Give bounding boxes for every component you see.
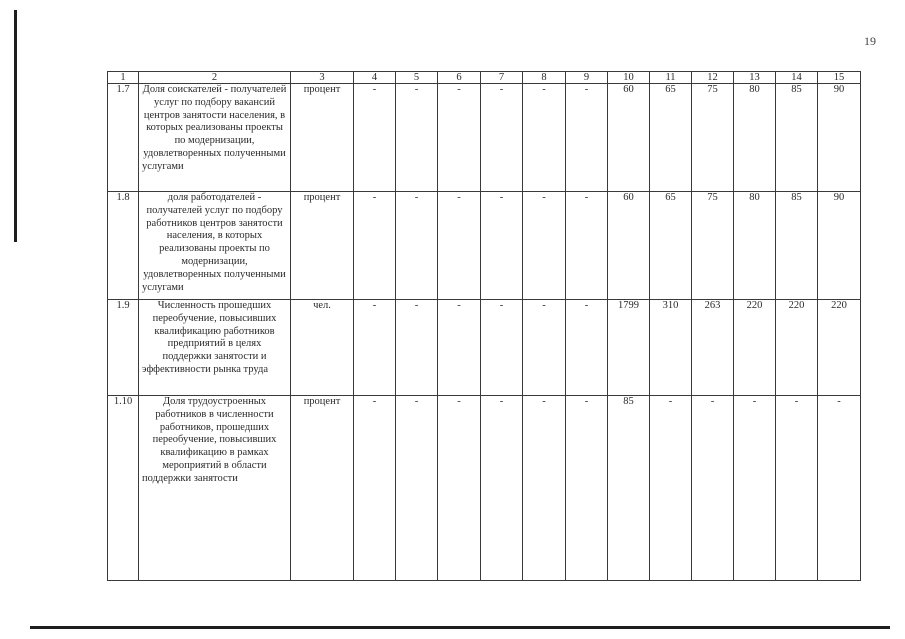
value-cell: 90 xyxy=(818,84,861,192)
value-cell: 85 xyxy=(776,84,818,192)
table-row-1-9 xyxy=(108,300,861,396)
value-cell: - xyxy=(523,396,566,581)
value-cell: 85 xyxy=(608,396,650,581)
column-header: 10 xyxy=(608,72,650,84)
value-cell: 310 xyxy=(650,300,692,396)
value-cell: - xyxy=(354,192,396,300)
value-cell: - xyxy=(566,84,608,192)
row-number: 1.8 xyxy=(108,192,139,300)
value-cell: - xyxy=(438,396,481,581)
value-cell: - xyxy=(354,396,396,581)
unit-of-measure: процент xyxy=(291,396,354,581)
column-header: 3 xyxy=(291,72,354,84)
value-cell: 80 xyxy=(734,84,776,192)
column-header: 1 xyxy=(108,72,139,84)
row-number: 1.10 xyxy=(108,396,139,581)
value-cell: - xyxy=(481,192,523,300)
value-cell: - xyxy=(396,84,438,192)
column-header: 14 xyxy=(776,72,818,84)
value-cell: 1799 xyxy=(608,300,650,396)
column-header: 15 xyxy=(818,72,861,84)
value-cell: - xyxy=(523,192,566,300)
value-cell: - xyxy=(481,84,523,192)
unit-of-measure: процент xyxy=(291,192,354,300)
row-number: 1.9 xyxy=(108,300,139,396)
value-cell: 75 xyxy=(692,192,734,300)
value-cell: 220 xyxy=(734,300,776,396)
value-cell: - xyxy=(354,84,396,192)
scan-bottom-edge-line xyxy=(30,626,890,629)
value-cell: - xyxy=(481,396,523,581)
value-cell: 75 xyxy=(692,84,734,192)
row-number: 1.7 xyxy=(108,84,139,192)
value-cell: - xyxy=(566,192,608,300)
value-cell: 65 xyxy=(650,192,692,300)
value-cell: - xyxy=(396,300,438,396)
table-row-1-8 xyxy=(108,192,861,300)
value-cell: 220 xyxy=(818,300,861,396)
column-header: 12 xyxy=(692,72,734,84)
column-header: 2 xyxy=(139,72,291,84)
column-header: 11 xyxy=(650,72,692,84)
value-cell: - xyxy=(354,300,396,396)
column-header: 8 xyxy=(523,72,566,84)
value-cell: 220 xyxy=(776,300,818,396)
value-cell: 80 xyxy=(734,192,776,300)
column-header: 6 xyxy=(438,72,481,84)
column-header: 5 xyxy=(396,72,438,84)
value-cell: 60 xyxy=(608,84,650,192)
value-cell: 90 xyxy=(818,192,861,300)
indicator-description: Численность прошедших переобучение, повысивших квалификацию работников предприятий в целях поддержки занятости и эффективности рынка труда xyxy=(139,300,291,396)
value-cell: - xyxy=(776,396,818,581)
value-cell: - xyxy=(734,396,776,581)
value-cell: - xyxy=(481,300,523,396)
scan-left-margin-line xyxy=(14,10,17,242)
table-header-row xyxy=(108,72,861,84)
value-cell: - xyxy=(692,396,734,581)
value-cell: - xyxy=(396,396,438,581)
column-header: 9 xyxy=(566,72,608,84)
indicators-table xyxy=(107,71,861,581)
value-cell: 85 xyxy=(776,192,818,300)
unit-of-measure: процент xyxy=(291,84,354,192)
table-row-1-10 xyxy=(108,396,861,581)
column-header: 4 xyxy=(354,72,396,84)
value-cell: - xyxy=(438,84,481,192)
indicator-description: Доля трудоустроенных работников в численности работников, прошедших переобучение, повысивших квалификацию в рамках мероприятий в области поддержки занятости xyxy=(139,396,291,581)
indicator-description: Доля соискателей - получателей услуг по подбору вакансий центров занятости населения, в которых реализованы проекты по модернизации, удовлетворенных полученными услугами xyxy=(139,84,291,192)
column-header: 13 xyxy=(734,72,776,84)
table-row-1-7 xyxy=(108,84,861,192)
value-cell: 263 xyxy=(692,300,734,396)
value-cell: - xyxy=(650,396,692,581)
value-cell: - xyxy=(566,300,608,396)
value-cell: - xyxy=(818,396,861,581)
value-cell: - xyxy=(566,396,608,581)
column-header: 7 xyxy=(481,72,523,84)
value-cell: 60 xyxy=(608,192,650,300)
value-cell: 65 xyxy=(650,84,692,192)
value-cell: - xyxy=(523,84,566,192)
value-cell: - xyxy=(438,192,481,300)
indicator-description: доля работодателей - получателей услуг по подбору работников центров занятости населения, в которых реализованы проекты по модернизации, удовлетворенных полученными услугами xyxy=(139,192,291,300)
value-cell: - xyxy=(438,300,481,396)
unit-of-measure: чел. xyxy=(291,300,354,396)
value-cell: - xyxy=(523,300,566,396)
value-cell: - xyxy=(396,192,438,300)
page-number: 19 xyxy=(864,34,876,48)
